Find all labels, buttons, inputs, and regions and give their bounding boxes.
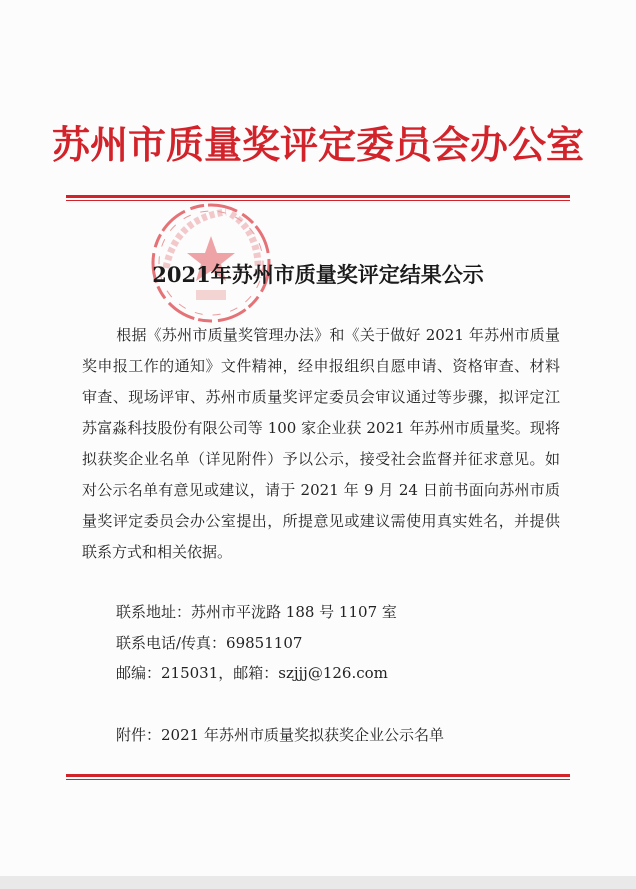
document-body: [82, 320, 560, 568]
footer-rule-thin: [66, 779, 570, 780]
attachment-note: 附件：2021 年苏州市质量奖拟获奖企业公示名单: [116, 726, 444, 744]
footer-rule-thick: [66, 774, 570, 777]
body-paragraph: 根据《苏州市质量奖管理办法》和《关于做好 2021 年苏州市质量奖申报工作的通知》文件精神，经申报组织自愿申请、资格审查、材料审查、现场评审、苏州市质量奖评定委员会审议通过等步骤，拟评定江苏富淼科技股份有限公司等 100 家企业获 2021 年苏州市质量奖。现将拟获奖企业名单（详见附件）予以公示，接受社会监督并征求意见。如对公示名单有意见或建议，请于 2021 年 9 月 24 日前书面向苏州市质量奖评定委员会办公室提出，所提意见或建议需使用真实姓名，并提供联系方式和相关依据。: [82, 326, 560, 561]
contact-phone: 联系电话/传真：69851107: [116, 634, 303, 652]
page-bottom-edge: [0, 876, 636, 889]
header-rule-thin: [66, 200, 570, 201]
document-title: 2021年苏州市质量奖评定结果公示: [152, 262, 484, 287]
contact-postal-email: 邮编：215031，邮箱：szjjj@126.com: [116, 664, 388, 682]
organization-header: 苏州市质量奖评定委员会办公室: [51, 122, 584, 167]
header-rule-thick: [66, 195, 570, 198]
contact-address: 联系地址：苏州市平泷路 188 号 1107 室: [116, 603, 397, 621]
